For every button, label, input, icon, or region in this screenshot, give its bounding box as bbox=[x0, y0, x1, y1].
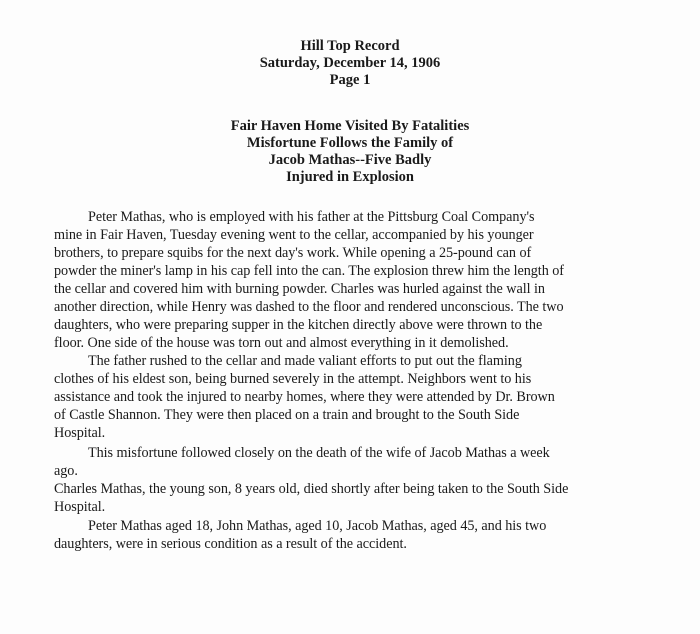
article-line: Charles Mathas, the young son, 8 years old, died shortly after being taken to the South Side bbox=[54, 481, 569, 497]
masthead bbox=[0, 38, 700, 89]
article-line: floor. One side of the house was torn out and almost everything in it demolished. bbox=[54, 335, 509, 351]
article-line: the cellar and covered him with burning powder. Charles was hurled against the wall in bbox=[54, 281, 545, 297]
article-line: Peter Mathas aged 18, John Mathas, aged 10, Jacob Mathas, aged 45, and his two bbox=[88, 518, 547, 534]
article-line: powder the miner's lamp in his cap fell into the can. The explosion threw him the length of bbox=[54, 263, 564, 279]
article-line: brothers, to prepare squibs for the next day's work. While opening a 25-pound can of bbox=[54, 245, 532, 261]
article-line: ago. bbox=[54, 463, 78, 479]
headline-line: Fair Haven Home Visited By Fatalities bbox=[230, 118, 470, 134]
publication-name: Hill Top Record bbox=[300, 38, 400, 54]
article-line: Hospital. bbox=[54, 499, 106, 515]
article-headline bbox=[0, 118, 700, 186]
article-line: another direction, while Henry was dashed to the floor and rendered unconscious. The two bbox=[54, 299, 564, 315]
article-line: clothes of his eldest son, being burned severely in the attempt. Neighbors went to his bbox=[54, 371, 532, 387]
article-line: Hospital. bbox=[54, 425, 106, 441]
headline-line: Misfortune Follows the Family of bbox=[246, 135, 454, 151]
page-number: Page 1 bbox=[329, 72, 371, 88]
headline-line: Jacob Mathas--Five Badly bbox=[268, 152, 432, 168]
article-line: Peter Mathas, who is employed with his father at the Pittsburg Coal Company's bbox=[88, 209, 535, 225]
article-line: This misfortune followed closely on the death of the wife of Jacob Mathas a week bbox=[88, 445, 550, 461]
article-line: daughters, were in serious condition as a result of the accident. bbox=[54, 536, 407, 552]
publication-date: Saturday, December 14, 1906 bbox=[259, 55, 441, 71]
headline-line: Injured in Explosion bbox=[286, 169, 414, 185]
article-line: assistance and took the injured to nearby homes, where they were attended by Dr. Brown bbox=[54, 389, 555, 405]
article-line: mine in Fair Haven, Tuesday evening went to the cellar, accompanied by his younger bbox=[54, 227, 534, 243]
article-line: The father rushed to the cellar and made valiant efforts to put out the flaming bbox=[88, 353, 522, 369]
article-line: of Castle Shannon. They were then placed on a train and brought to the South Side bbox=[54, 407, 520, 423]
article-line: daughters, who were preparing supper in the kitchen directly above were thrown to the bbox=[54, 317, 543, 333]
